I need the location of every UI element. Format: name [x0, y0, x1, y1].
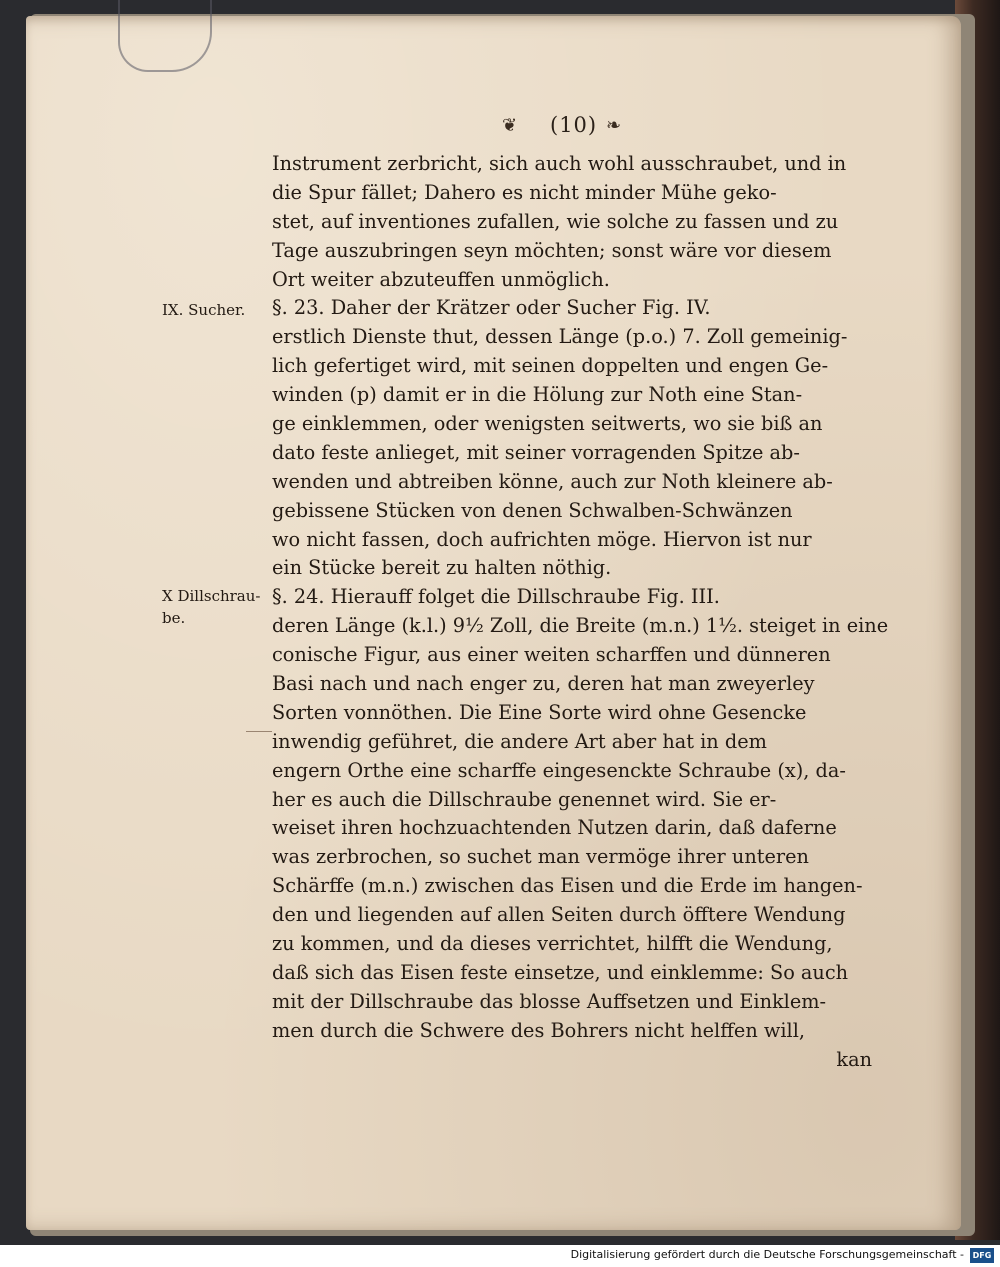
footer-bar [0, 1245, 1000, 1267]
text-line: mit der Dillschraube das blosse Auffsetzen und Einklem- [272, 989, 827, 1013]
pencil-mark [246, 731, 272, 732]
text-line: den und liegenden auf allen Seiten durch öfftere Wendung [272, 903, 846, 927]
text-line: §. 23. Daher der Krätzer oder Sucher Fig. IV. [272, 296, 711, 320]
margin-note-sucher [162, 299, 245, 321]
paper-clip [118, 0, 212, 72]
text-line: zu kommen, und da dieses verrichtet, hilfft die Wendung, [272, 932, 833, 956]
footer-credit: Digitalisierung gefördert durch die Deutsche Forschungsgemeinschaft - [570, 1248, 964, 1261]
text-line: weiset ihren hochzuachtenden Nutzen darin, daß daferne [272, 816, 837, 840]
text-line: daß sich das Eisen feste einsetze, und einklemme: So auch [272, 960, 849, 984]
text-line: engern Orthe eine scharffe eingesenckte Schraube (x), da- [272, 758, 846, 782]
text-line: gebissene Stücken von denen Schwalben-Schwänzen [272, 498, 793, 522]
text-line: conische Figur, aus einer weiten scharffen und dünneren [272, 643, 831, 667]
text-line: deren Länge (k.l.) 9½ Zoll, die Breite (m.n.) 1½. steiget in eine [272, 614, 889, 638]
text-line: dato feste anlieget, mit seiner vorragenden Spitze ab- [272, 440, 800, 464]
text-line: Schärffe (m.n.) zwischen das Eisen und die Erde im hangen- [272, 874, 863, 898]
text-line: lich gefertiget wird, mit seinen doppelten und engen Ge- [272, 354, 829, 378]
text-line: inwendig geführet, die andere Art aber hat in dem [272, 729, 767, 753]
text-line: ein Stücke bereit zu halten nöthig. [272, 556, 612, 580]
margin-note-line: be. [162, 609, 186, 627]
text-line: was zerbrochen, so suchet man vermöge ihrer unteren [272, 845, 809, 869]
text-line: die Spur fället; Dahero es nicht minder Mühe geko- [272, 180, 777, 204]
margin-note-line: IX. Sucher. [162, 301, 246, 319]
text-line: Instrument zerbricht, sich auch wohl ausschraubet, und in [272, 152, 847, 175]
text-line: winden (p) damit er in die Hölung zur Noth eine Stan- [272, 383, 803, 407]
body-text [272, 150, 889, 1075]
text-line: her es auch die Dillschraube genennet wird. Sie er- [272, 787, 777, 811]
margin-note-dillschraube [162, 585, 260, 629]
text-line: erstlich Dienste thut, dessen Länge (p.o.) 7. Zoll gemeinig- [272, 325, 848, 349]
page-number: (10) [550, 113, 598, 137]
text-line: wenden und abtreiben könne, auch zur Noth kleinere ab- [272, 469, 833, 493]
text-line: ge einklemmen, oder wenigsten seitwerts, wo sie biß an [272, 412, 823, 436]
text-line: Basi nach und nach enger zu, deren hat man zweyerley [272, 672, 815, 696]
dfg-logo[interactable]: DFG [970, 1248, 994, 1263]
text-line: men durch die Schwere des Bohrers nicht helffen will, [272, 1018, 806, 1042]
text-line: Sorten vonnöthen. Die Eine Sorte wird ohne Gesencke [272, 700, 807, 724]
text-line: §. 24. Hierauff folget die Dillschraube Fig. III. [272, 585, 720, 609]
text-line: Ort weiter abzuteuffen unmöglich. [272, 267, 610, 291]
ornament-left-icon: ❦ [502, 115, 518, 136]
text-line: stet, auf inventiones zufallen, wie solche zu fassen und zu [272, 209, 839, 233]
ornament-right-icon: ❧ [606, 115, 622, 136]
page-header [480, 113, 680, 143]
text-line: Tage auszubringen seyn möchten; sonst wäre vor diesem [272, 238, 832, 262]
margin-note-line: X Dillschrau- [162, 587, 261, 605]
catchword: kan [836, 1047, 872, 1071]
text-line: wo nicht fassen, doch aufrichten möge. Hiervon ist nur [272, 527, 812, 551]
